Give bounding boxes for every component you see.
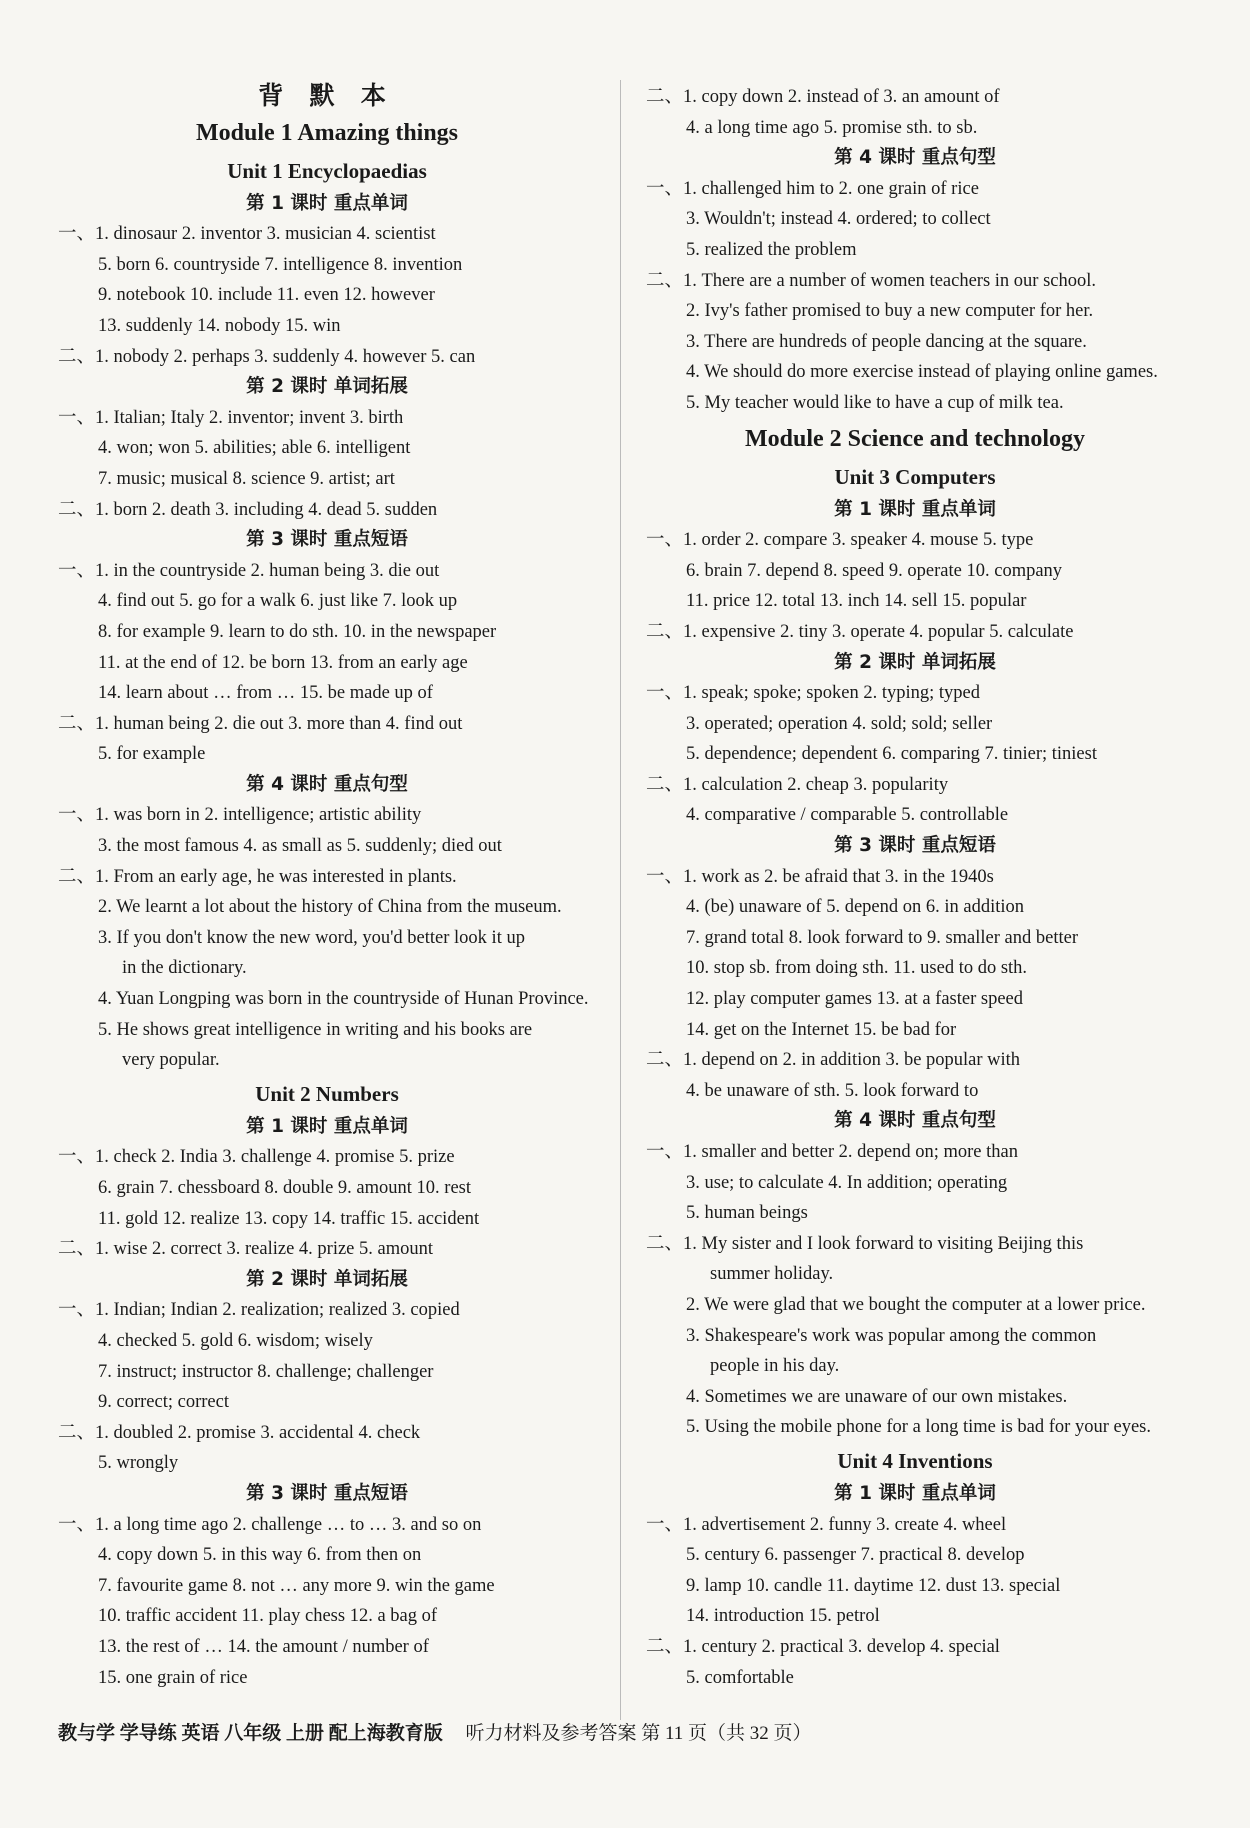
answer-line-continued: summer holiday. [710, 1264, 834, 1285]
answer-line: 5. human beings [686, 1203, 808, 1224]
answer-line: 8. for example 9. learn to do sth. 10. in the newspaper [98, 621, 497, 642]
lesson-heading: 第 4 课时 重点句型 [834, 147, 996, 169]
answer-line: 3. Wouldn't; instead 4. ordered; to collect [686, 209, 991, 230]
answer-line: 4. be unaware of sth. 5. look forward to [686, 1080, 979, 1101]
answer-line: 9. lamp 10. candle 11. daytime 12. dust 13. special [686, 1575, 1061, 1596]
answer-line: 14. learn about … from … 15. be made up of [98, 683, 433, 704]
answer-line: 7. instruct; instructor 8. challenge; challenger [98, 1361, 434, 1382]
lesson-heading: 第 2 课时 单词拓展 [246, 376, 408, 398]
left-column [58, 82, 596, 1693]
answer-line: 二、1. There are a number of women teachers in our school. [646, 270, 1097, 291]
answer-line: 二、1. born 2. death 3. including 4. dead 5. sudden [58, 499, 438, 520]
answer-line: 一、1. Indian; Indian 2. realization; realized 3. copied [58, 1300, 460, 1321]
answer-line: 5. for example [98, 744, 206, 765]
answer-line: 5. He shows great intelligence in writing and his books are [98, 1019, 533, 1040]
answer-line: 6. grain 7. chessboard 8. double 9. amount 10. rest [98, 1178, 472, 1198]
answer-line: 13. suddenly 14. nobody 15. win [98, 315, 341, 336]
page-footer [58, 1718, 1188, 1745]
lesson-heading: 第 3 课时 重点短语 [246, 529, 408, 551]
lesson-heading: 第 3 课时 重点短语 [246, 1482, 408, 1504]
unit-heading: Unit 4 Inventions [837, 1448, 993, 1473]
answer-line: 5. dependence; dependent 6. comparing 7. tinier; tiniest [686, 744, 1097, 765]
lesson-heading: 第 1 课时 重点单词 [834, 1482, 996, 1504]
answer-line: 3. Shakespeare's work was popular among the common [686, 1325, 1097, 1346]
answer-line: 二、1. depend on 2. in addition 3. be popular with [646, 1050, 1021, 1071]
answer-line: 二、1. From an early age, he was interested in plants. [58, 866, 457, 887]
answer-line: 4. We should do more exercise instead of playing online games. [686, 362, 1158, 383]
answer-line: 7. grand total 8. look forward to 9. smaller and better [686, 927, 1078, 948]
answer-line: 4. comparative / comparable 5. controllable [686, 805, 1009, 826]
answer-line: 3. There are hundreds of people dancing at the square. [686, 331, 1087, 352]
answer-line-continued: in the dictionary. [122, 958, 247, 979]
answer-line: 一、1. was born in 2. intelligence; artistic ability [58, 805, 422, 826]
unit-heading: Unit 3 Computers [834, 464, 996, 489]
lesson-heading: 第 2 课时 单词拓展 [834, 651, 996, 673]
answer-line: 4. Yuan Longping was born in the countryside of Hunan Province. [98, 989, 589, 1010]
answer-line: 14. get on the Internet 15. be bad for [686, 1019, 957, 1040]
answer-line: 二、1. calculation 2. cheap 3. popularity [646, 774, 949, 795]
lesson-heading: 第 3 课时 重点短语 [834, 835, 996, 857]
answer-line: 4. a long time ago 5. promise sth. to sb. [686, 117, 978, 138]
answer-line: 12. play computer games 13. at a faster speed [686, 989, 1023, 1010]
answer-line: 5. wrongly [98, 1453, 179, 1474]
answer-line: 5. century 6. passenger 7. practical 8. develop [686, 1545, 1025, 1566]
answer-line: 6. brain 7. depend 8. speed 9. operate 10. company [686, 560, 1063, 581]
answer-line: 10. traffic accident 11. play chess 12. a bag of [98, 1606, 438, 1627]
answer-line: 一、1. order 2. compare 3. speaker 4. mouse 5. type [646, 530, 1034, 551]
answer-line: 7. music; musical 8. science 9. artist; art [98, 468, 395, 489]
unit-heading: Unit 2 Numbers [255, 1081, 399, 1106]
answer-line: 4. copy down 5. in this way 6. from then on [98, 1545, 422, 1566]
answer-line: 5. born 6. countryside 7. intelligence 8. invention [98, 254, 463, 275]
answer-line: 2. Ivy's father promised to buy a new computer for her. [686, 301, 1094, 322]
footer-book-title: 教与学 学导练 英语 八年级 上册 配上海教育版 [58, 1723, 443, 1744]
answer-line: 7. favourite game 8. not … any more 9. win the game [98, 1575, 495, 1596]
answer-line: 一、1. speak; spoke; spoken 2. typing; typed [646, 683, 980, 704]
right-column [646, 82, 1184, 1693]
answer-line: 二、1. doubled 2. promise 3. accidental 4. check [58, 1422, 421, 1443]
lesson-heading: 第 1 课时 重点单词 [834, 498, 996, 520]
answer-line: 二、1. My sister and I look forward to visiting Beijing this [646, 1233, 1084, 1254]
answer-line: 5. My teacher would like to have a cup of milk tea. [686, 392, 1064, 413]
answer-line: 一、1. in the countryside 2. human being 3. die out [58, 560, 440, 581]
answer-line: 4. checked 5. gold 6. wisdom; wisely [98, 1330, 373, 1351]
answer-line: 3. use; to calculate 4. In addition; operating [686, 1172, 1008, 1193]
answer-line: 3. the most famous 4. as small as 5. suddenly; died out [98, 836, 502, 857]
answer-line: 2. We were glad that we bought the computer at a lower price. [686, 1294, 1146, 1315]
answer-line: 9. correct; correct [98, 1392, 229, 1413]
answer-line: 二、1. expensive 2. tiny 3. operate 4. popular 5. calculate [646, 621, 1074, 642]
answer-line: 二、1. century 2. practical 3. develop 4. special [646, 1636, 1000, 1657]
answer-line: 3. operated; operation 4. sold; sold; seller [686, 713, 993, 734]
answer-line: 一、1. a long time ago 2. challenge … to … 3. and so on [58, 1514, 482, 1535]
answer-line: 一、1. challenged him to 2. one grain of rice [646, 178, 979, 199]
answer-line: 15. one grain of rice [98, 1667, 248, 1688]
answer-line: 3. If you don't know the new word, you'd better look it up [98, 927, 525, 948]
page-title: 背 默 本 [258, 83, 396, 110]
answer-line: 一、1. smaller and better 2. depend on; more than [646, 1142, 1018, 1162]
answer-line: 二、1. copy down 2. instead of 3. an amount of [646, 87, 1000, 107]
answer-line: 2. We learnt a lot about the history of China from the museum. [98, 897, 562, 918]
lesson-heading: 第 1 课时 重点单词 [246, 1115, 408, 1137]
unit-heading: Unit 1 Encyclopaedias [227, 158, 427, 183]
answer-line: 5. realized the problem [686, 239, 857, 260]
answer-line: 5. comfortable [686, 1667, 794, 1688]
answer-line: 13. the rest of … 14. the amount / number of [98, 1636, 429, 1657]
answer-line-continued: people in his day. [710, 1356, 840, 1377]
answer-line: 二、1. nobody 2. perhaps 3. suddenly 4. however 5. can [58, 346, 476, 367]
module-heading: Module 2 Science and technology [745, 425, 1085, 452]
lesson-heading: 第 2 课时 单词拓展 [246, 1268, 408, 1290]
answer-line: 11. price 12. total 13. inch 14. sell 15. popular [686, 591, 1027, 612]
answer-line: 11. gold 12. realize 13. copy 14. traffic 15. accident [98, 1208, 480, 1229]
answer-line: 二、1. human being 2. die out 3. more than 4. find out [58, 713, 463, 734]
answer-line: 11. at the end of 12. be born 13. from an early age [98, 652, 468, 673]
answer-line: 二、1. wise 2. correct 3. realize 4. prize 5. amount [58, 1239, 434, 1260]
footer-page-info: 听力材料及参考答案 第 11 页（共 32 页） [465, 1723, 812, 1744]
lesson-heading: 第 4 课时 重点句型 [834, 1110, 996, 1132]
answer-line: 4. (be) unaware of 5. depend on 6. in addition [686, 897, 1025, 918]
answer-line: 一、1. Italian; Italy 2. inventor; invent 3. birth [58, 407, 404, 428]
answer-line: 4. won; won 5. abilities; able 6. intelligent [98, 438, 411, 459]
answer-line: 14. introduction 15. petrol [686, 1606, 880, 1627]
answer-line: 9. notebook 10. include 11. even 12. however [98, 285, 435, 306]
answer-line: 一、1. advertisement 2. funny 3. create 4. wheel [646, 1514, 1007, 1535]
column-divider [620, 80, 621, 1720]
lesson-heading: 第 4 课时 重点句型 [246, 773, 408, 795]
answer-line: 4. find out 5. go for a walk 6. just like 7. look up [98, 591, 458, 612]
answer-line: 5. Using the mobile phone for a long time is bad for your eyes. [686, 1417, 1151, 1438]
answer-line: 4. Sometimes we are unaware of our own mistakes. [686, 1386, 1068, 1407]
answer-line: 一、1. check 2. India 3. challenge 4. promise 5. prize [58, 1147, 455, 1168]
answer-line-continued: very popular. [122, 1050, 220, 1071]
answer-line: 一、1. dinosaur 2. inventor 3. musician 4. scientist [58, 224, 436, 245]
answer-line: 一、1. work as 2. be afraid that 3. in the 1940s [646, 866, 994, 887]
answer-line: 10. stop sb. from doing sth. 11. used to do sth. [686, 958, 1028, 979]
lesson-heading: 第 1 课时 重点单词 [246, 192, 408, 214]
module-heading: Module 1 Amazing things [195, 119, 459, 146]
